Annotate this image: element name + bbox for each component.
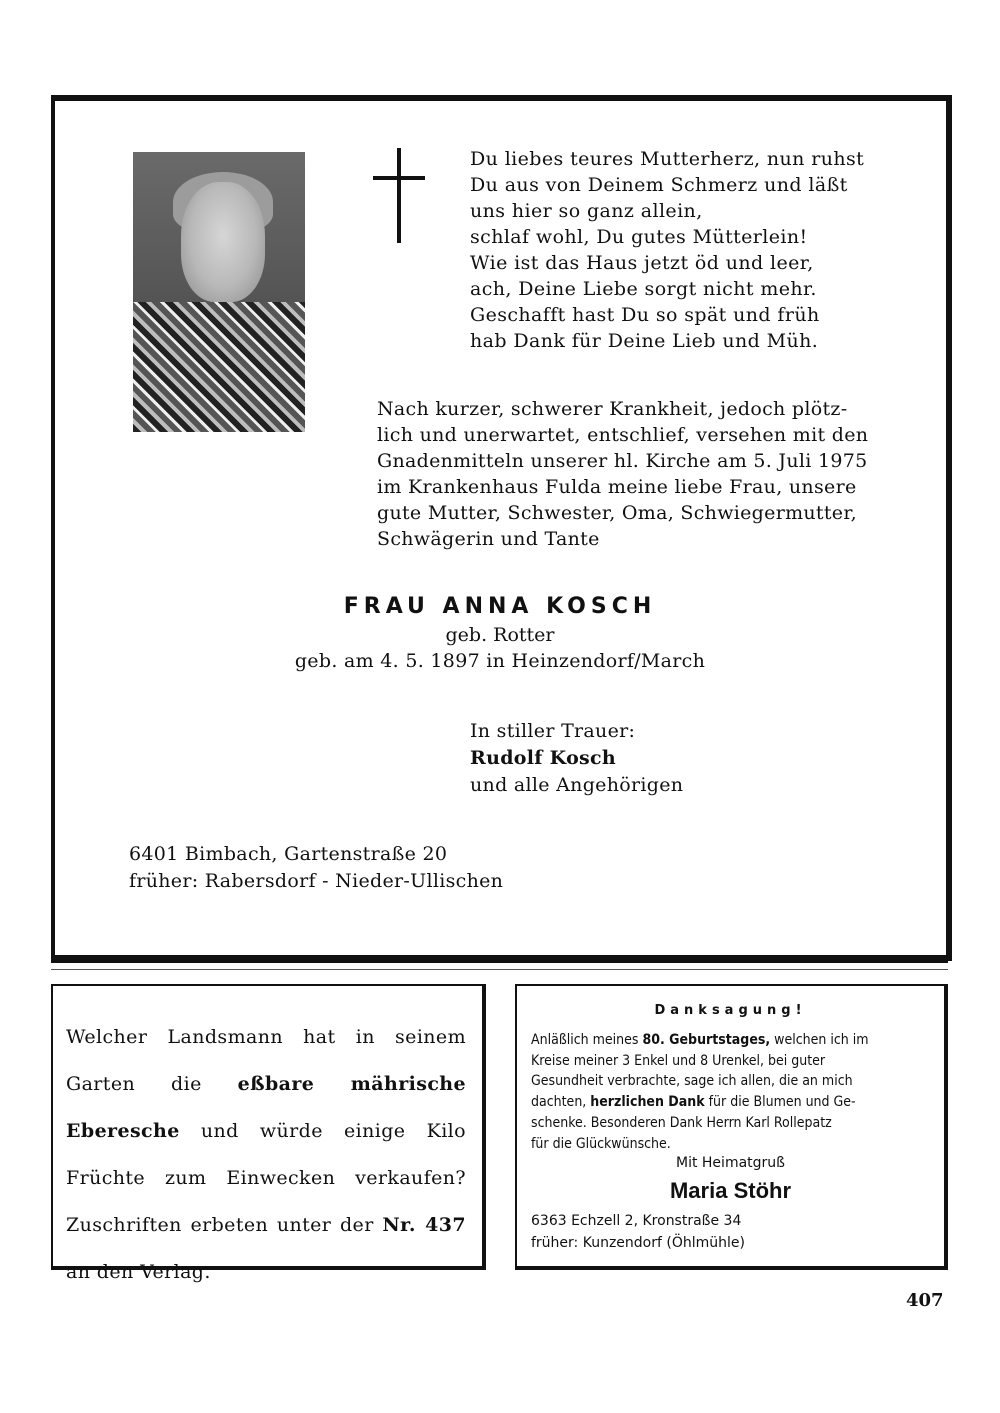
obituary-address	[129, 841, 503, 895]
thanks-line: Gesundheit verbrachte, sage ich allen, die an mich	[531, 1073, 853, 1090]
divider	[51, 969, 948, 970]
birth-info: geb. am 4. 5. 1897 in Heinzendorf/March	[294, 650, 706, 672]
notice-line: Gnadenmitteln unserer hl. Kirche am 5. Juli 1975	[377, 450, 868, 472]
classified-ad-text: Welcher Landsmann hat in seinem Garten die eßbare mährische Eberesche und würde einige Kilo Früchte zum Einwecken verkaufen? Zuschriften erbeten unter der Nr. 437 an den Verlag.	[66, 1026, 467, 1283]
thanks-line: schenke. Besonderen Dank Herrn Karl Rollepatz	[531, 1114, 832, 1131]
thanks-line: Kreise meiner 3 Enkel und 8 Urenkel, bei guter	[531, 1052, 826, 1069]
obituary-poem	[470, 146, 890, 354]
sender-former-address: früher: Kunzendorf (Öhlmühle)	[531, 1235, 745, 1251]
mourner-name: Rudolf Kosch	[470, 747, 617, 769]
thanks-greeting: Mit Heimatgruß	[676, 1155, 785, 1171]
sender-current-address: 6363 Echzell 2, Kronstraße 34	[531, 1213, 742, 1229]
ad-reference-number: Nr. 437	[382, 1214, 467, 1236]
poem-line: Geschafft hast Du so spät und früh	[470, 304, 820, 326]
thanks-line: Anläßlich meines 80. Geburtstages, welchen ich im	[531, 1032, 869, 1048]
portrait-photo	[133, 152, 305, 432]
notice-line: gute Mutter, Schwester, Oma, Schwiegermutter,	[377, 502, 857, 524]
mourners-block	[470, 718, 683, 799]
poem-line: schlaf wohl, Du gutes Mütterlein!	[470, 226, 808, 248]
poem-line: hab Dank für Deine Lieb und Müh.	[470, 330, 819, 352]
poem-line: ach, Deine Liebe sorgt nicht mehr.	[470, 278, 817, 300]
page-number: 407	[906, 1290, 944, 1311]
thanks-address	[531, 1210, 745, 1254]
obituary-notice	[377, 396, 877, 552]
notice-line: Nach kurzer, schwerer Krankheit, jedoch plötz-	[377, 398, 848, 420]
ad-highlight: eßbare mährische Eberesche	[66, 1073, 467, 1142]
thanks-line: dachten, herzlichen Dank für die Blumen und Ge-	[531, 1094, 856, 1111]
poem-line: Wie ist das Haus jetzt öd und leer,	[470, 252, 814, 274]
current-address: 6401 Bimbach, Gartenstraße 20	[129, 843, 448, 865]
poem-line: Du liebes teures Mutterherz, nun ruhst	[470, 148, 865, 170]
thanks-heading: Danksagung!	[654, 1003, 807, 1018]
poem-line: Du aus von Deinem Schmerz und läßt	[470, 174, 848, 196]
former-address: früher: Rabersdorf - Nieder-Ullischen	[129, 870, 504, 892]
poem-line: uns hier so ganz allein,	[470, 200, 703, 222]
divider	[51, 961, 948, 963]
relatives-text: und alle Angehörigen	[470, 774, 684, 796]
thanks-line: für die Glückwünsche.	[531, 1135, 671, 1152]
cross-icon	[373, 148, 425, 243]
deceased-name: FRAU ANNA KOSCH	[343, 594, 657, 619]
maiden-name: geb. Rotter	[445, 624, 555, 646]
photo-face	[181, 182, 265, 302]
notice-line: im Krankenhaus Fulda meine liebe Frau, unsere	[377, 476, 857, 498]
mourning-label: In stiller Trauer:	[470, 720, 636, 742]
notice-line: lich und unerwartet, entschlief, versehen mit den	[377, 424, 869, 446]
notice-line: Schwägerin und Tante	[377, 528, 600, 550]
thanks-sender: Maria Stöhr	[669, 1178, 792, 1203]
thanks-body	[531, 1030, 931, 1154]
photo-dress	[133, 302, 305, 432]
